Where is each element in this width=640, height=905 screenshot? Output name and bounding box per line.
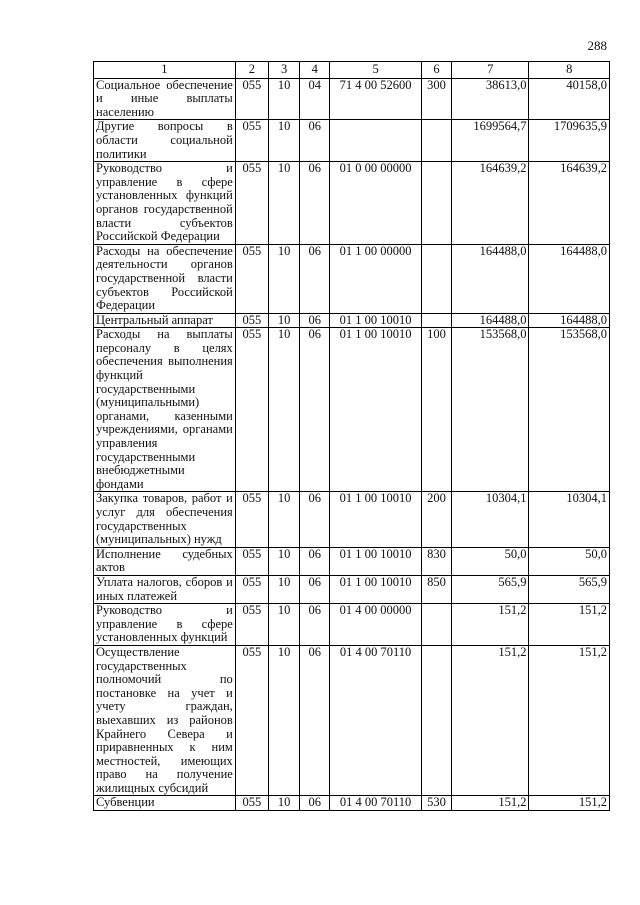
row-target-code: 01 1 00 10010	[330, 328, 422, 492]
row-name: Расходы на выплаты персоналу в целях обеспечения выполнения функций государственными (муниципальными) органами, казенными учреждениями, органами управления государственными внебюджетными фондами	[94, 328, 236, 492]
table-row	[94, 547, 610, 575]
row-subsection-code: 06	[300, 645, 330, 796]
header-cell: 7	[452, 62, 529, 79]
row-amount-2: 50,0	[529, 547, 610, 575]
row-target-code: 01 1 00 10010	[330, 492, 422, 547]
row-ministry-code: 055	[235, 313, 268, 328]
header-cell: 4	[300, 62, 330, 79]
table-row	[94, 492, 610, 547]
row-target-code: 01 0 00 00000	[330, 162, 422, 245]
row-expense-type: 530	[421, 796, 451, 811]
row-ministry-code: 055	[235, 162, 268, 245]
row-subsection-code: 06	[300, 313, 330, 328]
row-subsection-code: 06	[300, 120, 330, 162]
row-expense-type: 300	[421, 78, 451, 120]
row-ministry-code: 055	[235, 645, 268, 796]
row-amount-1: 1699564,7	[452, 120, 529, 162]
row-amount-2: 164488,0	[529, 244, 610, 313]
header-cell: 1	[94, 62, 236, 79]
row-ministry-code: 055	[235, 120, 268, 162]
row-amount-1: 164488,0	[452, 244, 529, 313]
header-cell: 3	[269, 62, 300, 79]
row-subsection-code: 06	[300, 328, 330, 492]
row-subsection-code: 06	[300, 244, 330, 313]
row-ministry-code: 055	[235, 78, 268, 120]
row-target-code	[330, 120, 422, 162]
header-cell: 6	[421, 62, 451, 79]
table-row	[94, 604, 610, 646]
row-target-code: 01 1 00 10010	[330, 575, 422, 603]
row-section-code: 10	[269, 796, 300, 811]
row-amount-1: 164488,0	[452, 313, 529, 328]
row-section-code: 10	[269, 328, 300, 492]
row-expense-type	[421, 162, 451, 245]
row-amount-1: 38613,0	[452, 78, 529, 120]
row-amount-2: 151,2	[529, 604, 610, 646]
header-cell: 5	[330, 62, 422, 79]
row-ministry-code: 055	[235, 796, 268, 811]
row-amount-2: 151,2	[529, 645, 610, 796]
row-section-code: 10	[269, 313, 300, 328]
row-amount-2: 151,2	[529, 796, 610, 811]
table-row	[94, 120, 610, 162]
row-section-code: 10	[269, 78, 300, 120]
row-amount-1: 50,0	[452, 547, 529, 575]
row-amount-1: 151,2	[452, 645, 529, 796]
row-section-code: 10	[269, 120, 300, 162]
table-row	[94, 78, 610, 120]
row-amount-1: 153568,0	[452, 328, 529, 492]
row-target-code: 71 4 00 52600	[330, 78, 422, 120]
row-name: Уплата налогов, сборов и иных платежей	[94, 575, 236, 603]
table-row	[94, 796, 610, 811]
row-target-code: 01 4 00 70110	[330, 796, 422, 811]
row-section-code: 10	[269, 162, 300, 245]
row-name: Осуществление государственных полномочий по постановке на учет и учету граждан, выехавших из районов Крайнего Севера и приравненных к ним местностей, имеющих право на получение жилищных субсидий	[94, 645, 236, 796]
row-target-code: 01 1 00 10010	[330, 547, 422, 575]
row-expense-type: 200	[421, 492, 451, 547]
row-ministry-code: 055	[235, 244, 268, 313]
table-row	[94, 645, 610, 796]
budget-table	[93, 61, 610, 811]
table-row	[94, 162, 610, 245]
row-amount-2: 565,9	[529, 575, 610, 603]
row-subsection-code: 06	[300, 796, 330, 811]
row-amount-2: 1709635,9	[529, 120, 610, 162]
row-name: Центральный аппарат	[94, 313, 236, 328]
row-name: Руководство и управление в сфере установленных функций	[94, 604, 236, 646]
row-expense-type	[421, 645, 451, 796]
row-target-code: 01 1 00 00000	[330, 244, 422, 313]
header-cell: 8	[529, 62, 610, 79]
row-ministry-code: 055	[235, 575, 268, 603]
row-name: Другие вопросы в области социальной политики	[94, 120, 236, 162]
row-subsection-code: 06	[300, 547, 330, 575]
table-row	[94, 575, 610, 603]
row-subsection-code: 04	[300, 78, 330, 120]
table-row	[94, 244, 610, 313]
row-section-code: 10	[269, 645, 300, 796]
page-number: 288	[587, 38, 607, 53]
row-name: Закупка товаров, работ и услуг для обеспечения государственных (муниципальных) нужд	[94, 492, 236, 547]
row-amount-2: 164639,2	[529, 162, 610, 245]
row-amount-2: 153568,0	[529, 328, 610, 492]
row-subsection-code: 06	[300, 492, 330, 547]
row-target-code: 01 4 00 70110	[330, 645, 422, 796]
row-name: Исполнение судебных актов	[94, 547, 236, 575]
row-target-code: 01 1 00 10010	[330, 313, 422, 328]
row-section-code: 10	[269, 244, 300, 313]
row-expense-type: 830	[421, 547, 451, 575]
row-ministry-code: 055	[235, 604, 268, 646]
header-cell: 2	[235, 62, 268, 79]
table-row	[94, 313, 610, 328]
row-amount-2: 10304,1	[529, 492, 610, 547]
row-ministry-code: 055	[235, 547, 268, 575]
row-ministry-code: 055	[235, 492, 268, 547]
row-section-code: 10	[269, 604, 300, 646]
row-expense-type	[421, 120, 451, 162]
row-name: Расходы на обеспечение деятельности органов государственной власти субъектов Российской Федерации	[94, 244, 236, 313]
row-name: Субвенции	[94, 796, 236, 811]
row-amount-1: 565,9	[452, 575, 529, 603]
row-expense-type	[421, 313, 451, 328]
row-section-code: 10	[269, 575, 300, 603]
table-row	[94, 328, 610, 492]
row-expense-type	[421, 244, 451, 313]
header-row	[94, 62, 610, 79]
row-ministry-code: 055	[235, 328, 268, 492]
row-amount-1: 164639,2	[452, 162, 529, 245]
row-section-code: 10	[269, 547, 300, 575]
row-name: Руководство и управление в сфере установленных функций органов государственной власти субъектов Российской Федерации	[94, 162, 236, 245]
row-subsection-code: 06	[300, 162, 330, 245]
row-name: Социальное обеспечение и иные выплаты населению	[94, 78, 236, 120]
row-expense-type: 850	[421, 575, 451, 603]
row-subsection-code: 06	[300, 604, 330, 646]
row-amount-2: 40158,0	[529, 78, 610, 120]
row-amount-1: 10304,1	[452, 492, 529, 547]
row-expense-type: 100	[421, 328, 451, 492]
row-expense-type	[421, 604, 451, 646]
row-section-code: 10	[269, 492, 300, 547]
row-target-code: 01 4 00 00000	[330, 604, 422, 646]
row-amount-2: 164488,0	[529, 313, 610, 328]
row-subsection-code: 06	[300, 575, 330, 603]
row-amount-1: 151,2	[452, 604, 529, 646]
row-amount-1: 151,2	[452, 796, 529, 811]
